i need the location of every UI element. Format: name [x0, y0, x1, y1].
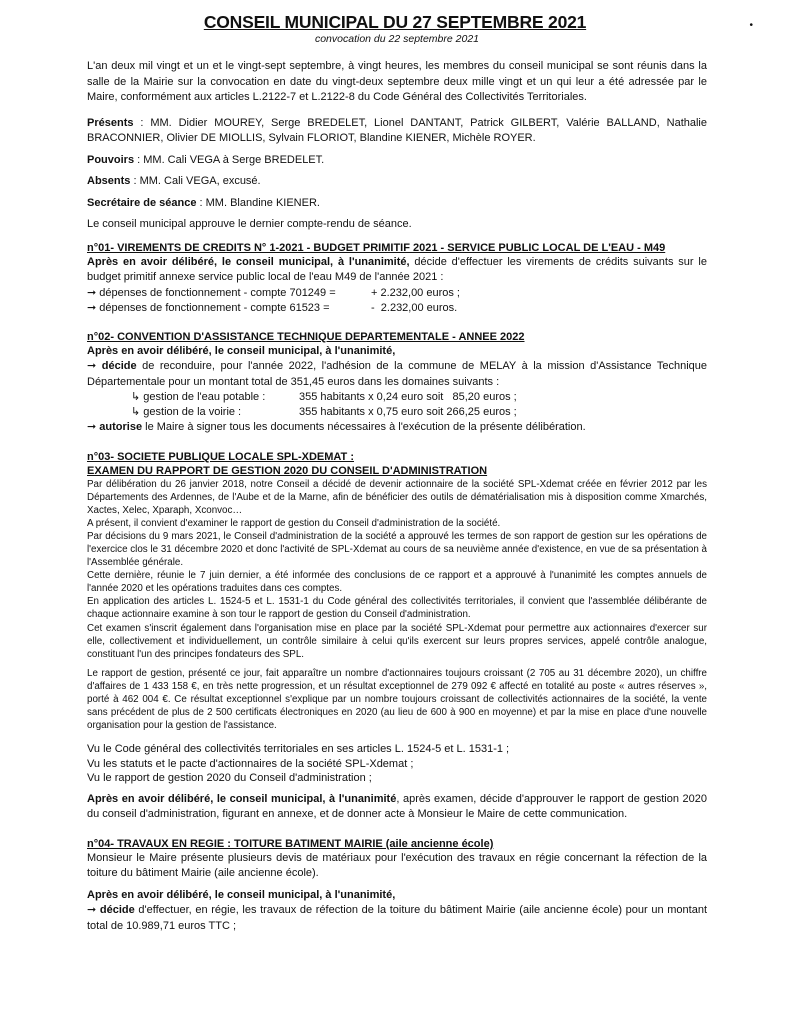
secretaire-text: : MM. Blandine KIENER.	[196, 196, 320, 209]
section-03-decision	[87, 792, 707, 823]
arrow-icon: ➞	[87, 360, 97, 372]
section-04-lead: Après en avoir délibéré, le conseil municipal, à l'unanimité,	[87, 888, 396, 901]
transfer-label: dépenses de fonctionnement - compte 701249 =	[99, 286, 336, 299]
vu-line: Vu le rapport de gestion 2020 du Conseil d'administration ;	[87, 772, 372, 785]
bullet-dot: •	[749, 20, 753, 31]
pouvoirs-line	[87, 153, 707, 169]
domain-calc-text: 355 habitants x 0,75 euro soit	[299, 406, 444, 418]
domain-calc	[299, 405, 517, 420]
section-04-heading: n°04- TRAVAUX EN REGIE : TOITURE BATIMENT MAIRIE (aile ancienne école)	[87, 837, 494, 850]
transfer-label: dépenses de fonctionnement - compte 61523 =	[99, 301, 330, 314]
secretaire-line	[87, 196, 707, 212]
domain-row	[87, 390, 707, 405]
section-01-lead	[87, 255, 707, 286]
presents-line	[87, 116, 707, 147]
presents-label: Présents	[87, 116, 134, 129]
autorise-text: le Maire à signer tous les documents nécessaires à l'exécution de la présente délibération.	[142, 421, 586, 433]
domain-row	[87, 405, 707, 420]
section-03-heading-1: n°03- SOCIETE PUBLIQUE LOCALE SPL-XDEMAT :	[87, 450, 354, 463]
secretaire-label: Secrétaire de séance	[87, 196, 197, 209]
section-01-heading: n°01- VIREMENTS DE CREDITS N° 1-2021 - BUDGET PRIMITIF 2021 - SERVICE PUBLIC LOCAL DE L'EAU - M49	[87, 241, 666, 254]
decide-text: d'effectuer, en régie, les travaux de réfection de la toiture du bâtiment Mairie (aile ancienne école) pour un montant total de 10.989,71 euros TTC ;	[87, 904, 707, 932]
absents-label: Absents	[87, 175, 131, 187]
sub-arrow-icon: ↳	[131, 406, 141, 418]
section-03-paragraph: Cet examen s'inscrit également dans l'organisation mise en place par la société SPL-Xdemat pour permettre aux actionnaires d'exercer sur elle, collectivement et individuellement, un contrôle similaire à celui qu'ils exercent sur leurs propres services, appelé contrôle analogue, constituant l'un des principes fondateurs des SPL.	[87, 622, 707, 660]
intro-paragraph: L'an deux mil vingt et un et le vingt-sept septembre, à vingt heures, les membres du conseil municipal se sont réunis dans la salle de la Mairie sur la convocation en date du vingt-deux septembre deux mille vingt et un qui leur a été adressée par le Maire, conformément aux articles L.2122-7 et L.2122-8 du Code Général des Collectivités Territoriales.	[87, 60, 707, 103]
section-03-paragraph: En application des articles L. 1524-5 et L. 1531-1 du Code général des collectivités territoriales, il convient que l'assemblée délibérante de chaque actionnaire examine à son tour le rapport de gestion du Conseil d'administration.	[87, 596, 707, 621]
domain-label: gestion de la voirie :	[143, 406, 242, 418]
section-04	[87, 837, 707, 935]
autorise-keyword: autorise	[99, 421, 143, 433]
vu-line: Vu le Code général des collectivités territoriales en ses articles L. 1524-5 et L. 1531-1 ;	[87, 743, 510, 756]
section-03-report-summary: Le rapport de gestion, présenté ce jour, fait apparaître un nombre d'actionnaires toujours croissant (2 705 au 31 décembre 2020), un chiffre d'affaires de 1 433 158 €, en très nette progression, et un résultat exceptionnel de 279 092 € affecté en totalité au poste « autres réserves », porté à 462 004 €. Ce résultat exceptionnel s'explique par un nombre toujours croissant de collectivités actionnaires de la société, la vente sans précédent de plus de 2 500 certificats électroniques en 2020 (au lieu de 600 à 900 en moyenne) et par la mise en place d'une nouvelle organisation pour la gestion de l'assistance.	[87, 667, 707, 732]
transfer-amount: + 2.232,00 euros ;	[371, 286, 460, 299]
decide-keyword: décide	[101, 360, 137, 372]
domain-label-cell	[131, 390, 299, 405]
decision-text: , après examen, décide d'approuver le rapport de gestion 2020 du conseil d'administration, figurant en annexe, et de donner acte à Monsieur le Maire de cette communication.	[87, 792, 707, 821]
vu-line: Vu les statuts et le pacte d'actionnaires de la société SPL-Xdemat ;	[87, 757, 414, 770]
decision-bold: Après en avoir délibéré, le conseil municipal, à l'unanimité	[87, 792, 397, 805]
section-02-lead: Après en avoir délibéré, le conseil municipal, à l'unanimité,	[87, 344, 396, 357]
section-04-paragraph: Monsieur le Maire présente plusieurs devis de matériaux pour l'exécution des travaux en régie concernant la réfection de la toiture du bâtiment Mairie (aile ancienne école).	[87, 851, 707, 880]
transfer-row	[87, 301, 707, 316]
approval-line: Le conseil municipal approuve le dernier compte-rendu de séance.	[87, 218, 412, 230]
arrow-icon: ➞	[87, 301, 97, 314]
sub-arrow-icon: ↳	[131, 391, 141, 403]
domain-calc	[299, 390, 517, 405]
document-title: CONSEIL MUNICIPAL DU 27 SEPTEMBRE 2021	[203, 12, 587, 32]
section-04-decide	[87, 903, 707, 934]
section-03	[87, 450, 707, 823]
transfer-row-label	[87, 286, 371, 301]
pouvoirs-text: : MM. Cali VEGA à Serge BREDELET.	[134, 153, 325, 166]
domain-amount: 85,20 euros ;	[452, 391, 517, 403]
transfer-row	[87, 286, 707, 301]
section-01-lead-text: décide d'effectuer les virements de crédits suivants sur le budget primitif annexe service public local de l'eau M49 de l'année 2021 :	[87, 255, 707, 283]
section-03-heading-2: EXAMEN DU RAPPORT DE GESTION 2020 DU CONSEIL D'ADMINISTRATION	[87, 464, 488, 477]
section-02	[87, 330, 707, 436]
arrow-icon: ➞	[87, 286, 97, 299]
section-03-paragraph: Par délibération du 26 janvier 2018, notre Conseil a décidé de devenir actionnaire de la société SPL-Xdemat créée en février 2012 par les Départements des Ardennes, de l'Aube et de la Marne, afin de bénéficier des outils de dématérialisation mis à disposition comme Xmarchés, Xactes, Xelec, Xparaph, Xconvoc…	[87, 478, 707, 516]
decide-keyword: décide	[99, 904, 135, 917]
decide-text: de reconduire, pour l'année 2022, l'adhésion de la commune de MELAY à la mission d'Assistance Technique Départementale pour un montant total de 351,45 euros dans les domaines suivants :	[87, 360, 708, 388]
absents-line	[87, 174, 707, 190]
section-02-heading: n°02- CONVENTION D'ASSISTANCE TECHNIQUE DEPARTEMENTALE - ANNEE 2022	[87, 330, 525, 343]
section-02-autorise	[87, 420, 707, 436]
arrow-icon: ➞	[87, 421, 97, 433]
convocation-date: convocation du 22 septembre 2021	[314, 33, 480, 45]
section-03-paragraph: Par décisions du 9 mars 2021, le Conseil d'administration de la société a approuvé les termes de son rapport de gestion sur les opérations de l'exercice clos le 31 décembre 2020 et donc l'activité de SPL-Xdemat au cours de sa neuvième année d'existence, en vue de sa présentation à l'Assemblée générale.	[87, 530, 707, 569]
presents-text: : MM. Didier MOUREY, Serge BREDELET, Lionel DANTANT, Patrick GILBERT, Valérie BALLAND, Nathalie BRACONNIER, Olivier DE MIOLLIS, Sylvain FLORIOT, Blandine KIENER, Michèle ROYER.	[87, 116, 707, 144]
section-03-paragraph: Cette dernière, réunie le 7 juin dernier, a été informée des conclusions de ce rapport et a approuvé à l'unanimité les comptes annuels de l'année 2020 et les opérations traduites dans ces comptes.	[87, 570, 707, 595]
section-01-lead-bold: Après en avoir délibéré, le conseil municipal, à l'unanimité,	[87, 255, 410, 268]
section-02-decide	[87, 359, 707, 390]
section-01	[87, 241, 707, 316]
transfer-amount: - 2.232,00 euros.	[371, 301, 458, 314]
domain-label-cell	[131, 405, 299, 420]
header	[87, 12, 753, 45]
domain-amount: 266,25 euros ;	[446, 406, 517, 418]
absents-text: : MM. Cali VEGA, excusé.	[130, 175, 261, 187]
domain-label: gestion de l'eau potable :	[143, 391, 266, 403]
transfer-row-label	[87, 301, 371, 316]
domain-calc-text: 355 habitants x 0,24 euro soit	[299, 391, 444, 403]
section-03-paragraph: A présent, il convient d'examiner le rapport de gestion du Conseil d'administration de la société.	[87, 517, 501, 529]
pouvoirs-label: Pouvoirs	[87, 153, 135, 166]
arrow-icon: ➞	[87, 904, 97, 917]
document-page	[87, 12, 753, 934]
